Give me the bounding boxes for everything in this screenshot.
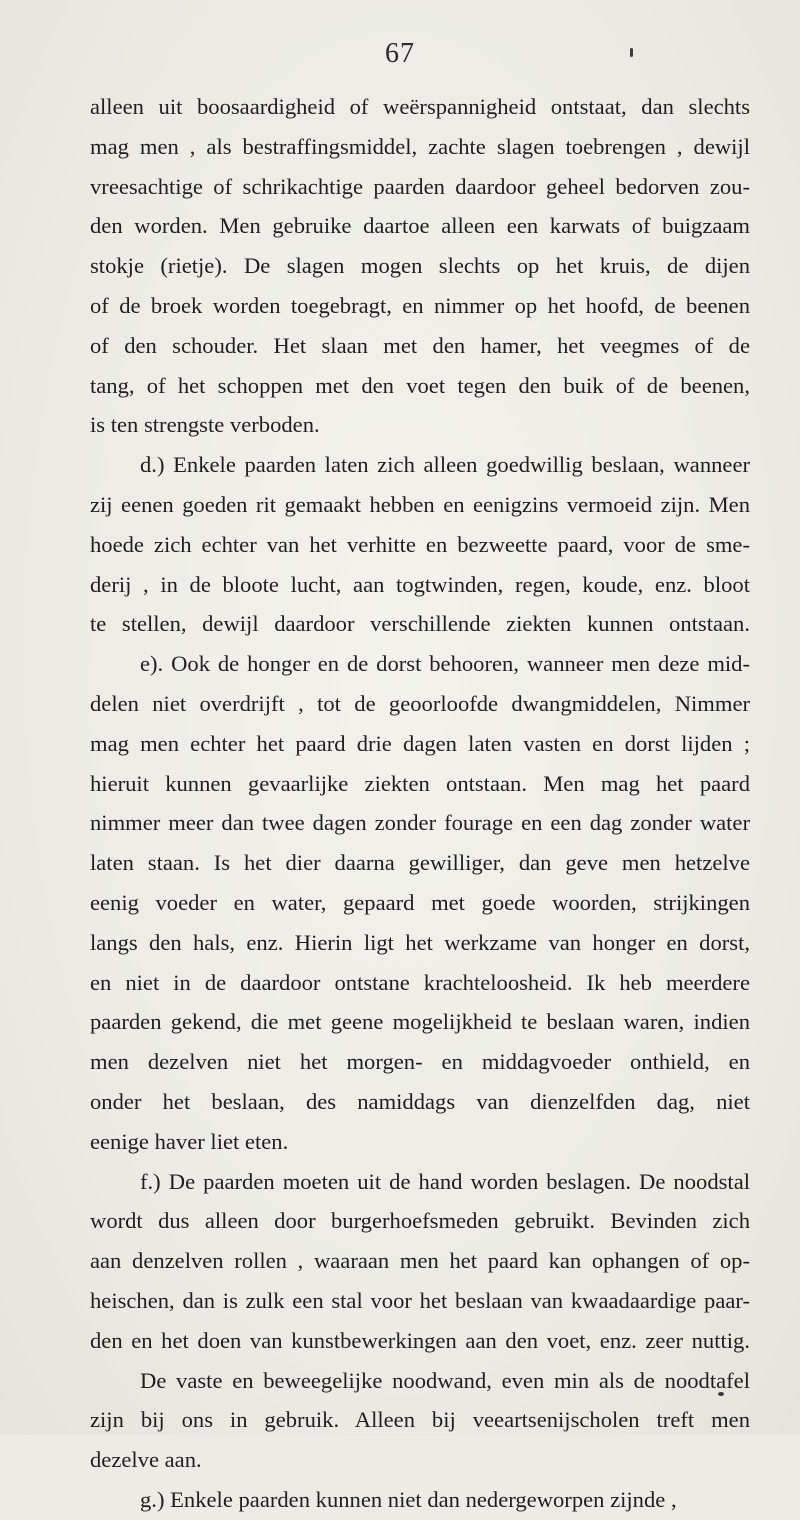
text-line: is ten strengste verboden.: [90, 412, 320, 438]
text-line: dezelve aan.: [90, 1447, 202, 1473]
text-line: of den schouder. Het slaan met den hamer, het veegmes of de: [90, 332, 750, 358]
text-line: hieruit kunnen gevaarlijke ziekten ontstaan. Men mag het paard: [90, 770, 750, 796]
text-line: wordt dus alleen door burgerhoefsmeden gebruikt. Bevinden zich: [90, 1208, 750, 1234]
text-line: paarden gekend, die met geene mogelijkheid te beslaan waren, indien: [90, 1009, 750, 1035]
text-line: derij , in de bloote lucht, aan togtwinden, regen, koude, enz. bloot: [90, 571, 750, 597]
text-line: mag men echter het paard drie dagen laten vasten en dorst lijden ;: [90, 730, 750, 756]
text-line: aan denzelven rollen , waaraan men het paard kan ophangen of op-: [90, 1248, 750, 1274]
body-text: [90, 87, 750, 1520]
ink-speck: [718, 1392, 724, 1396]
text-line: den worden. Men gebruike daartoe alleen een karwats of buigzaam: [90, 213, 750, 239]
text-line: nimmer meer dan twee dagen zonder fourage en een dag zonder water: [90, 810, 750, 836]
text-line: te stellen, dewijl daardoor verschillende ziekten kunnen ontstaan.: [90, 611, 750, 637]
text-line: mag men , als bestraffingsmiddel, zachte slagen toebrengen , dewijl: [90, 133, 750, 159]
text-line: en niet in de daardoor ontstane krachteloosheid. Ik heb meerdere: [90, 969, 750, 995]
text-line: g.) Enkele paarden kunnen niet dan nedergeworpen zijnde ,: [140, 1486, 677, 1512]
text-line: of de broek worden toegebragt, en nimmer op het hoofd, de beenen: [90, 292, 750, 318]
text-line: d.) Enkele paarden laten zich alleen goedwillig beslaan, wanneer: [140, 452, 750, 478]
text-line: zijn bij ons in gebruik. Alleen bij veeartsenijscholen treft men: [90, 1407, 750, 1433]
text-line: den en het doen van kunstbewerkingen aan den voet, enz. zeer nuttig.: [90, 1327, 750, 1353]
ink-speck: [630, 48, 633, 57]
text-line: tang, of het schoppen met den voet tegen den buik of de beenen,: [90, 372, 750, 398]
page-number: 67: [385, 38, 415, 69]
text-line: eenig voeder en water, gepaard met goede woorden, strijkingen: [90, 889, 750, 915]
text-line: onder het beslaan, des namiddags van dienzelfden dag, niet: [90, 1088, 750, 1114]
text-line: men dezelven niet het morgen- en middagvoeder onthield, en: [90, 1049, 750, 1075]
text-line: laten staan. Is het dier daarna gewilliger, dan geve men hetzelve: [90, 850, 750, 876]
text-line: De vaste en beweegelijke noodwand, even min als de noodtafel: [140, 1367, 750, 1393]
text-line: e). Ook de honger en de dorst behooren, wanneer men deze mid-: [140, 651, 750, 677]
text-line: vreesachtige of schrikachtige paarden daardoor geheel bedorven zou-: [90, 173, 750, 199]
text-line: zij eenen goeden rit gemaakt hebben en eenigzins vermoeid zijn. Men: [90, 491, 750, 517]
text-line: stokje (rietje). De slagen mogen slechts op het kruis, de dijen: [90, 253, 750, 279]
text-line: delen niet overdrijft , tot de geoorloofde dwangmiddelen, Nimmer: [90, 690, 750, 716]
text-line: hoede zich echter van het verhitte en bezweette paard, voor de sme-: [90, 531, 750, 557]
text-line: heischen, dan is zulk een stal voor het beslaan van kwaadaardige paar-: [90, 1287, 750, 1313]
text-line: eenige haver liet eten.: [90, 1128, 289, 1154]
text-line: langs den hals, enz. Hierin ligt het werkzame van honger en dorst,: [90, 929, 750, 955]
text-line: alleen uit boosaardigheid of weërspannigheid ontstaat, dan slechts: [90, 94, 750, 119]
text-line: f.) De paarden moeten uit de hand worden beslagen. De noodstal: [140, 1168, 750, 1194]
